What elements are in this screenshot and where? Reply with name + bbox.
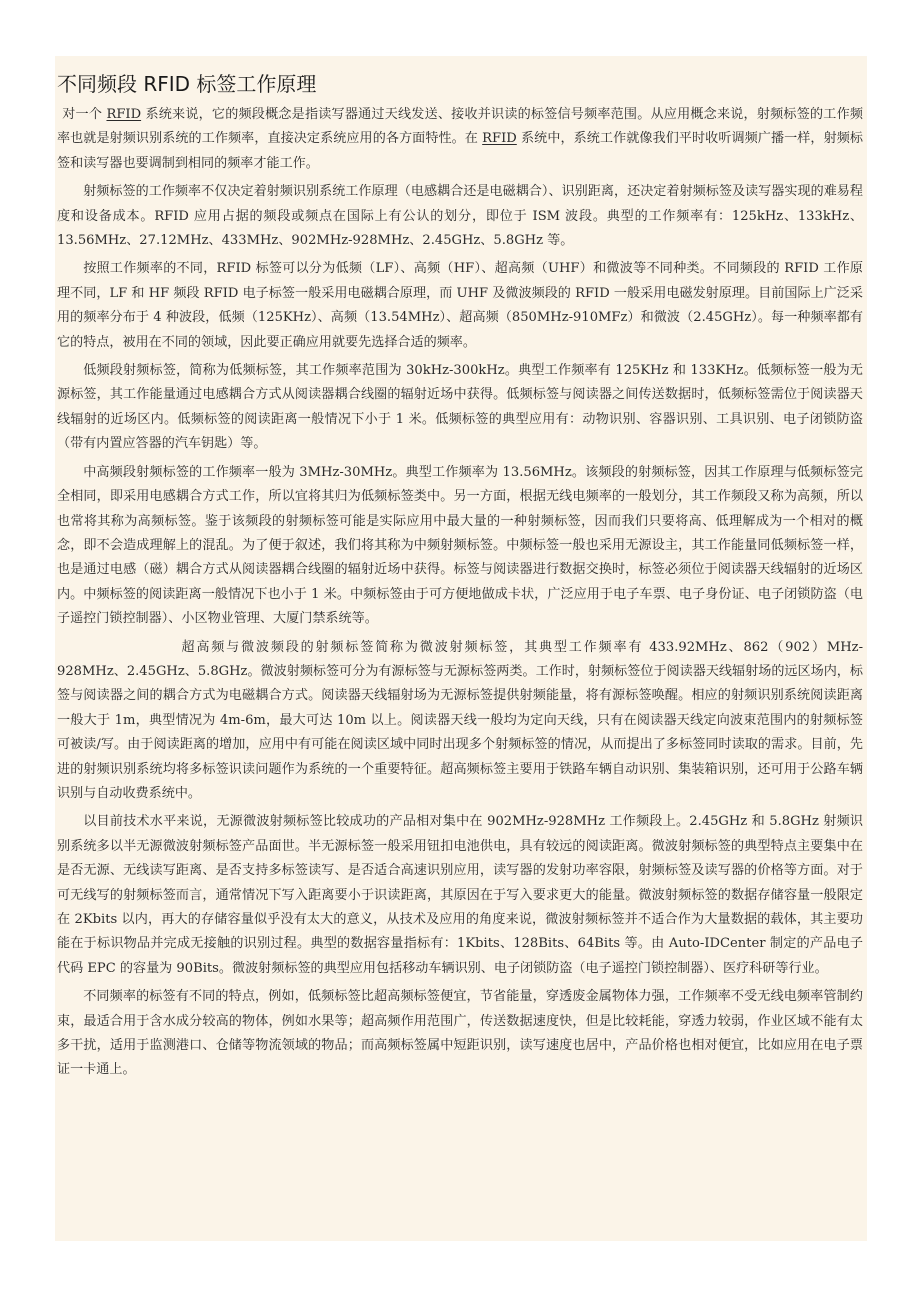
paragraph-4: 低频段射频标签，简称为低频标签，其工作频率范围为 30kHz-300kHz。典型工作频率有 125KHz 和 133KHz。低频标签一般为无源标签，其工作能量通过电感耦合方式从阅读器耦合线圈的辐射近场中获得。低频标签与阅读器之间传送数据时，低频标签需位于阅读器天线辐射的近场区内。低频标签的阅读距离一般情况下小于 1 米。低频标签的典型应用有：动物识别、容器识别、工具识别、电子闭锁防盗（带有内置应答器的汽车钥匙）等。 bbox=[57, 363, 863, 452]
paragraph-3: 按照工作频率的不同，RFID 标签可以分为低频（LF）、高频（HF）、超高频（UHF）和微波等不同种类。不同频段的 RFID 工作原理不同，LF 和 HF 频段 RFID 电子标签一般采用电磁耦合原理，而 UHF 及微波频段的 RFID 一般采用电磁发射原理。目前国际上广泛采用的频率分布于 4 种波段，低频（125KHz）、高频（13.54MHz）、超高频（850MHz-910MFz）和微波（2.45GHz）。每一种频率都有它的特点，被用在不同的领域，因此要正确应用就要先选择合适的频率。 bbox=[57, 261, 863, 350]
p1-text-c: 系统中，系统工作就像我们平时收听调频广播一样，射频标签和读写器也要调制到相同的频率才能工作。 bbox=[57, 131, 863, 171]
rfid-link-1[interactable]: RFID bbox=[106, 107, 142, 122]
paragraph-2: 射频标签的工作频率不仅决定着射频识别系统工作原理（电感耦合还是电磁耦合）、识别距离，还决定着射频标签及读写器实现的难易程度和设备成本。RFID 应用占据的频段或频点在国际上有公认的划分，即位于 ISM 波段。典型的工作频率有：125kHz、133kHz、13.56MHz、27.12MHz、433MHz、902MHz-928MHz、2.45GHz、5.8GHz 等。 bbox=[57, 184, 863, 249]
paragraph-6: 超高频与微波频段的射频标签简称为微波射频标签，其典型工作频率有 433.92MHz、862（902）MHz-928MHz、2.45GHz、5.8GHz。微波射频标签可分为有源标签与无源标签两类。工作时，射频标签位于阅读器天线辐射场的远区场内，标签与阅读器之间的耦合方式为电磁耦合方式。阅读器天线辐射场为无源标签提供射频能量，将有源标签唤醒。相应的射频识别系统阅读距离一般大于 1m，典型情况为 4m-6m，最大可达 10m 以上。阅读器天线一般均为定向天线，只有在阅读器天线定向波束范围内的射频标签可被读/写。由于阅读距离的增加，应用中有可能在阅读区域中同时出现多个射频标签的情况，从而提出了多标签同时读取的需求。目前，先进的射频识别系统均将多标签识读问题作为系统的一个重要特征。超高频标签主要用于铁路车辆自动识别、集装箱识别，还可用于公路车辆识别与自动收费系统中。 bbox=[57, 639, 863, 801]
paragraph-8: 不同频率的标签有不同的特点，例如，低频标签比超高频标签便宜，节省能量，穿透废金属物体力强，工作频率不受无线电频率管制约束，最适合用于含水成分较高的物体，例如水果等；超高频作用范围广，传送数据速度快，但是比较耗能，穿透力较弱，作业区域不能有太多干扰，适用于监测港口、仓储等物流领域的物品；而高频标签属中短距识别，读写速度也居中，产品价格也相对便宜，比如应用在电子票证一卡通上。 bbox=[57, 989, 863, 1078]
paragraph-7: 以目前技术水平来说，无源微波射频标签比较成功的产品相对集中在 902MHz-928MHz 工作频段上。2.45GHz 和 5.8GHz 射频识别系统多以半无源微波射频标签产品面世。半无源标签一般采用钮扣电池供电，具有较远的阅读距离。微波射频标签的典型特点主要集中在是否无源、无线读写距离、是否支持多标签读写、是否适合高速识别应用，读写器的发射功率容限，射频标签及读写器的价格等方面。对于可无线写的射频标签而言，通常情况下写入距离要小于识读距离，其原因在于写入要求更大的能量。微波射频标签的数据存储容量一般限定在 2Kbits 以内，再大的存储容量似乎没有太大的意义，从技术及应用的角度来说，微波射频标签并不适合作为大量数据的载体，其主要功能在于标识物品并完成无接触的识别过程。典型的数据容量指标有：1Kbits、128Bits、64Bits 等。由 Auto-IDCenter 制定的产品电子代码 EPC 的容量为 90Bits。微波射频标签的典型应用包括移动车辆识别、电子闭锁防盗（电子遥控门锁控制器）、医疗科研等行业。 bbox=[57, 814, 863, 976]
page-title: 不同频段 RFID 标签工作原理 bbox=[57, 72, 317, 96]
p1-text-b: 系统来说，它的频段概念是指读写器通过天线发送、接收并识读的标签信号频率范围。从应用概念来说，射频标签的工作频率也就是射频识别系统的工作频率，直接决定系统应用的各方面特性。在 bbox=[57, 107, 863, 147]
paragraph-5: 中高频段射频标签的工作频率一般为 3MHz-30MHz。典型工作频率为 13.56MHz。该频段的射频标签，因其工作原理与低频标签完全相同，即采用电感耦合方式工作，所以宜将其归为低频标签类中。另一方面，根据无线电频率的一般划分，其工作频段又称为高频，所以也常将其称为高频标签。鉴于该频段的射频标签可能是实际应用中最大量的一种射频标签，因而我们只要将高、低理解成为一个相对的概念，即不会造成理解上的混乱。为了便于叙述，我们将其称为中频射频标签。中频标签一般也采用无源设主，其工作能量同低频标签一样，也是通过电感（磁）耦合方式从阅读器耦合线圈的辐射近场中获得。标签与阅读器进行数据交换时，标签必须位于阅读器天线辐射的近场区内。中频标签的阅读距离一般情况下也小于 1 米。中频标签由于可方便地做成卡状，广泛应用于电子车票、电子身份证、电子闭锁防盗（电子遥控门锁控制器）、小区物业管理、大厦门禁系统等。 bbox=[57, 464, 863, 627]
paragraph-1 bbox=[57, 103, 863, 176]
p1-text-a: 对一个 bbox=[62, 107, 107, 122]
rfid-link-2[interactable]: RFID bbox=[482, 131, 517, 147]
article-body bbox=[57, 103, 863, 1087]
